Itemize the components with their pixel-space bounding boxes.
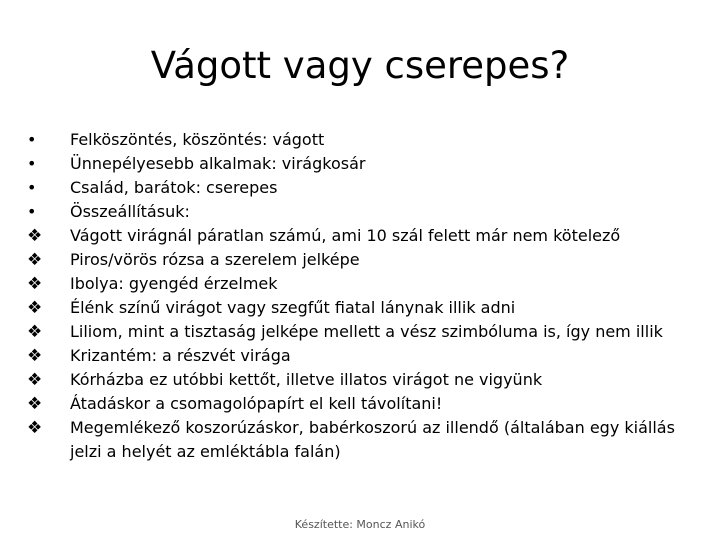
list-item-text: Ünnepélyesebb alkalmak: virágkosár	[70, 154, 366, 173]
bullet-diamond-icon: ❖	[27, 394, 43, 414]
bullet-dot-icon: •	[27, 154, 37, 173]
list-item-text: Piros/vörös rózsa a szerelem jelképe	[70, 250, 360, 269]
bullet-diamond-icon: ❖	[27, 226, 43, 246]
bullet-diamond-icon: ❖	[27, 250, 43, 270]
bullet-diamond-icon: ❖	[27, 274, 43, 294]
slide-title: Vágott vagy cserepes?	[150, 44, 570, 87]
bullet-dot-icon: •	[27, 202, 37, 221]
bullet-dot-icon: •	[27, 130, 37, 149]
list-item	[26, 344, 696, 368]
list-item-text: Felköszöntés, köszöntés: vágott	[70, 130, 325, 149]
list-item	[26, 248, 696, 272]
list-item-text: Ibolya: gyengéd érzelmek	[70, 274, 278, 293]
list-item-text: Család, barátok: cserepes	[70, 178, 278, 197]
list-item	[26, 152, 696, 176]
slide-footer: Készítette: Moncz Anikó	[294, 518, 426, 531]
list-item	[26, 224, 696, 248]
list-item	[26, 368, 696, 392]
list-item-text: Megemlékező koszorúzáskor, babérkoszorú az illendő (általában egy kiállás jelzi a helyét az emléktábla falán)	[70, 418, 675, 461]
list-item	[26, 296, 696, 320]
list-item	[26, 392, 696, 416]
list-item	[26, 416, 696, 464]
bullet-diamond-icon: ❖	[27, 370, 43, 390]
bullet-dot-icon: •	[27, 178, 37, 197]
bullet-diamond-icon: ❖	[27, 322, 43, 342]
list-item-text: Vágott virágnál páratlan számú, ami 10 szál felett már nem kötelező	[70, 226, 621, 245]
list-item-text: Átadáskor a csomagolópapírt el kell távolítani!	[70, 394, 443, 413]
list-item-text: Krizantém: a részvét virága	[70, 346, 291, 365]
list-item	[26, 176, 696, 200]
bullet-list	[26, 128, 696, 464]
list-item	[26, 320, 696, 344]
list-item-text: Liliom, mint a tisztaság jelképe mellett a vész szimbóluma is, így nem illik	[70, 322, 663, 341]
list-item	[26, 128, 696, 152]
list-item	[26, 272, 696, 296]
list-item	[26, 200, 696, 224]
bullet-diamond-icon: ❖	[27, 418, 43, 438]
list-item-text: Kórházba ez utóbbi kettőt, illetve illatos virágot ne vigyünk	[70, 370, 543, 389]
bullet-diamond-icon: ❖	[27, 346, 43, 366]
list-item-text: Összeállításuk:	[70, 202, 190, 221]
list-item-text: Élénk színű virágot vagy szegfűt fiatal lánynak illik adni	[70, 298, 516, 317]
bullet-diamond-icon: ❖	[27, 298, 43, 318]
